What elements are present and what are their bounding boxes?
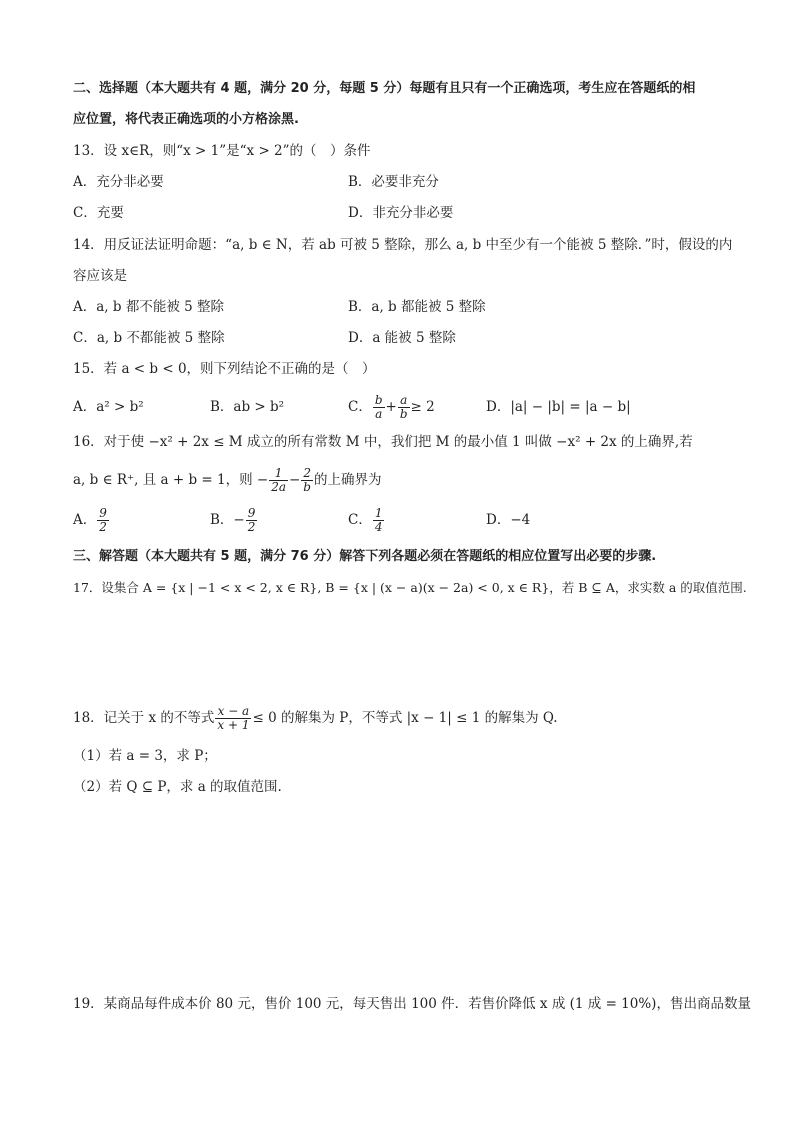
question-15-option-a: A．a² > b² — [73, 399, 144, 415]
fraction-9-over-2 — [246, 507, 258, 534]
question-15-option-c — [348, 387, 435, 427]
fraction-9-over-2 — [97, 507, 109, 534]
fraction-denominator: 2 — [99, 520, 107, 534]
fraction-numerator: x − a — [215, 705, 251, 719]
question-18-stem-suffix: ≤ 0 的解集为 P，不等式 |x − 1| ≤ 1 的解集为 Q. — [252, 710, 558, 726]
section-2-line-1: 二、选择题（本大题共有 4 题，满分 20 分，每题 5 分）每题有且只有一个正确选项，考生应在答题纸的相 — [73, 81, 696, 96]
fraction-2-over-b — [301, 467, 313, 494]
fraction-denominator: a — [375, 407, 383, 421]
question-15-option-d: D．|a| − |b| = |a − b| — [486, 399, 631, 415]
section-3-heading: 三、解答题（本大题共有 5 题，满分 76 分）解答下列各题必须在答题纸的相应位置写出必要的步骤. — [73, 549, 657, 564]
question-13-option-a: A．充分非必要 — [73, 174, 164, 190]
question-14-option-a: A．a, b 都不能被 5 整除 — [73, 299, 224, 315]
question-15-option-c-label: C． — [348, 399, 372, 415]
question-14-stem-line-1: 14．用反证法证明命题：“a, b ∈ N，若 ab 可被 5 整除，那么 a, b 中至少有一个能被 5 整除．”时，假设的内 — [73, 237, 733, 253]
fraction-1-over-4 — [373, 507, 385, 534]
question-13-option-d: D．非充分非必要 — [348, 205, 454, 221]
question-14-stem-line-2: 容应该是 — [73, 268, 127, 284]
question-16-option-d: D．−4 — [486, 512, 531, 528]
plus-sign: + — [385, 399, 397, 415]
question-18-stem — [73, 698, 558, 738]
fraction-denominator: 2 — [247, 520, 256, 534]
question-19-stem: 19．某商品每件成本价 80 元，售价 100 元，每天售出 100 件．若售价降低 x 成 (1 成 = 10%)，售出商品数量 — [73, 996, 751, 1012]
fraction-numerator: b — [374, 393, 383, 407]
fraction-x-minus-a-over-x-plus-1 — [215, 705, 251, 732]
fraction-numerator: a — [398, 394, 410, 408]
question-14-option-c: C．a, b 不都能被 5 整除 — [73, 330, 225, 346]
question-15-stem: 15．若 a < b < 0，则下列结论不正确的是（ ） — [73, 361, 376, 377]
option-label: A． — [73, 512, 97, 528]
question-16-stem-prefix: a, b ∈ R⁺, 且 a + b = 1，则 − — [73, 472, 269, 488]
question-16-option-c — [348, 500, 385, 540]
question-13-option-c: C．充要 — [73, 205, 124, 221]
fraction-numerator: 1 — [374, 506, 383, 520]
option-label: C． — [348, 512, 372, 528]
question-16-stem-line-1: 16．对于使 −x² + 2x ≤ M 成立的所有常数 M 中，我们把 M 的最小值 1 叫做 −x² + 2x 的上确界,若 — [73, 434, 693, 450]
minus-sign: − — [288, 472, 301, 488]
section-2-line-2: 应位置，将代表正确选项的小方格涂黑. — [73, 112, 299, 127]
question-18-part-1: （1）若 a = 3，求 P； — [73, 748, 217, 764]
fraction-denominator: b — [303, 480, 311, 494]
question-16-option-b — [210, 500, 258, 540]
fraction-denominator: b — [399, 407, 408, 421]
fraction-numerator: 1 — [269, 467, 288, 481]
question-14-option-b: B．a, b 都能被 5 整除 — [348, 299, 486, 315]
question-16-stem-suffix: 的上确界为 — [313, 472, 382, 488]
question-13-option-b: B．必要非充分 — [348, 174, 439, 190]
inequality-tail: ≥ 2 — [410, 399, 435, 415]
question-18-part-2: （2）若 Q ⊆ P，求 a 的取值范围. — [73, 779, 282, 795]
fraction-1-over-2a — [269, 467, 288, 494]
option-label: B．− — [210, 512, 245, 528]
question-13-stem: 13．设 x∈R，则“x > 1”是“x > 2”的（ ）条件 — [73, 143, 371, 159]
question-16-option-a — [73, 500, 110, 540]
fraction-numerator: 9 — [247, 506, 256, 520]
fraction-b-over-a — [373, 394, 385, 421]
question-14-option-d: D．a 能被 5 整除 — [348, 330, 456, 346]
fraction-denominator: 4 — [374, 520, 383, 534]
question-18-stem-prefix: 18．记关于 x 的不等式 — [73, 710, 215, 726]
fraction-denominator: x + 1 — [217, 718, 250, 732]
question-15-option-b: B．ab > b² — [210, 399, 285, 415]
fraction-a-over-b — [398, 394, 410, 421]
question-16-stem-line-2 — [73, 460, 381, 500]
question-17-stem: 17．设集合 A = {x | −1 < x < 2, x ∈ R}, B = {x | (x − a)(x − 2a) < 0, x ∈ R}，若 B ⊆ A，求实数 a 的取值范围. — [73, 580, 747, 595]
fraction-numerator: 2 — [301, 467, 313, 481]
fraction-numerator: 9 — [99, 506, 107, 520]
fraction-denominator: 2a — [271, 480, 286, 494]
